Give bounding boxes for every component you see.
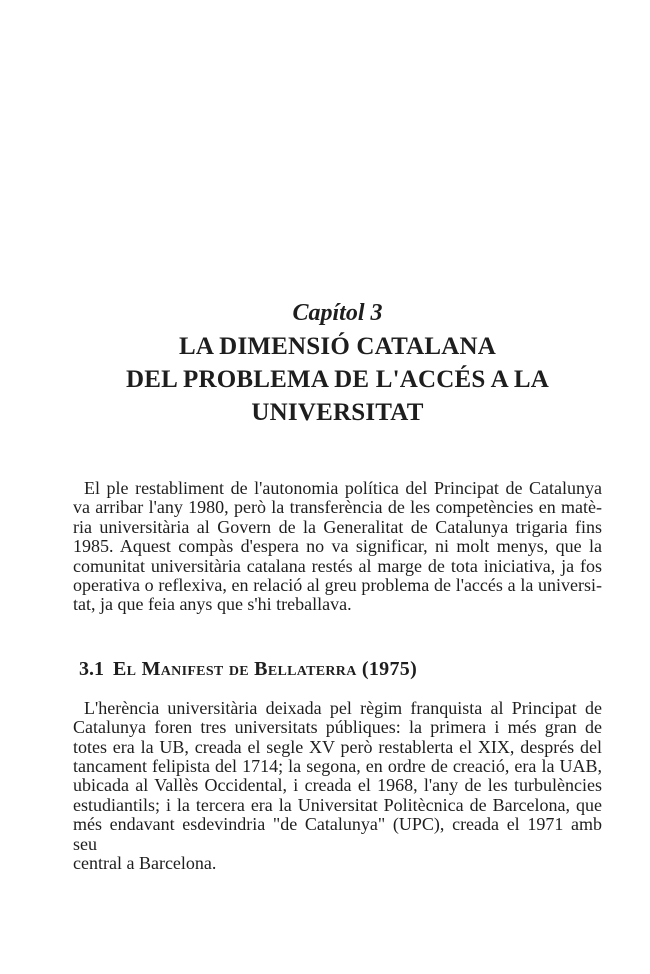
text-line: comunitat universitària catalana restés al marge de tota iniciativa, ja fos xyxy=(73,555,602,576)
chapter-title-line: UNIVERSITAT xyxy=(251,399,424,426)
text-line: tat, ja que feia anys que s'hi treballava. xyxy=(73,594,352,615)
text-line: ria universitària al Govern de la Generalitat de Catalunya trigaria fins xyxy=(73,516,602,537)
chapter-heading xyxy=(73,297,602,429)
text-line: 1985. Aquest compàs d'espera no va significar, ni molt menys, que la xyxy=(73,536,602,557)
text-line: Catalunya foren tres universitats públiques: la primera i més gran de xyxy=(73,717,602,738)
text-line: més endavant esdevindria "de Catalunya" (UPC), creada el 1971 amb seu xyxy=(73,814,602,854)
text-line: totes era la UB, creada el segle XV però restablerta el XIX, després del xyxy=(73,736,602,757)
section-number: 3.1 xyxy=(79,657,104,680)
text-line: va arribar l'any 1980, però la transferència de les competències en matè- xyxy=(73,497,602,518)
text-line: L'herència universitària deixada pel règim franquista al Principat de xyxy=(84,697,602,718)
text-line: estudiantils; i la tercera era la Universitat Politècnica de Barcelona, que xyxy=(73,794,602,815)
text-line: central a Barcelona. xyxy=(73,853,217,874)
chapter-kicker: Capítol 3 xyxy=(292,300,383,326)
chapter-title-line: DEL PROBLEMA DE L'ACCÉS A LA xyxy=(125,366,550,393)
text-line: tancament felipista del 1714; la segona, en ordre de creació, era la UAB, xyxy=(73,756,602,777)
chapter-title-line: LA DIMENSIÓ CATALANA xyxy=(178,333,496,360)
section-heading xyxy=(73,658,602,680)
text-line: ubicada al Vallès Occidental, i creada el 1968, l'any de les turbulències xyxy=(73,775,602,796)
paragraph-intro xyxy=(73,479,602,615)
text-line: operativa o reflexiva, en relació al greu problema de l'accés a la universi- xyxy=(73,575,602,596)
section-title: El Manifest de Bellaterra (1975) xyxy=(113,657,418,680)
page-content xyxy=(73,297,602,874)
text-line: El ple restabliment de l'autonomia política del Principat de Catalunya xyxy=(84,478,602,498)
paragraph-bellaterra xyxy=(73,699,602,874)
